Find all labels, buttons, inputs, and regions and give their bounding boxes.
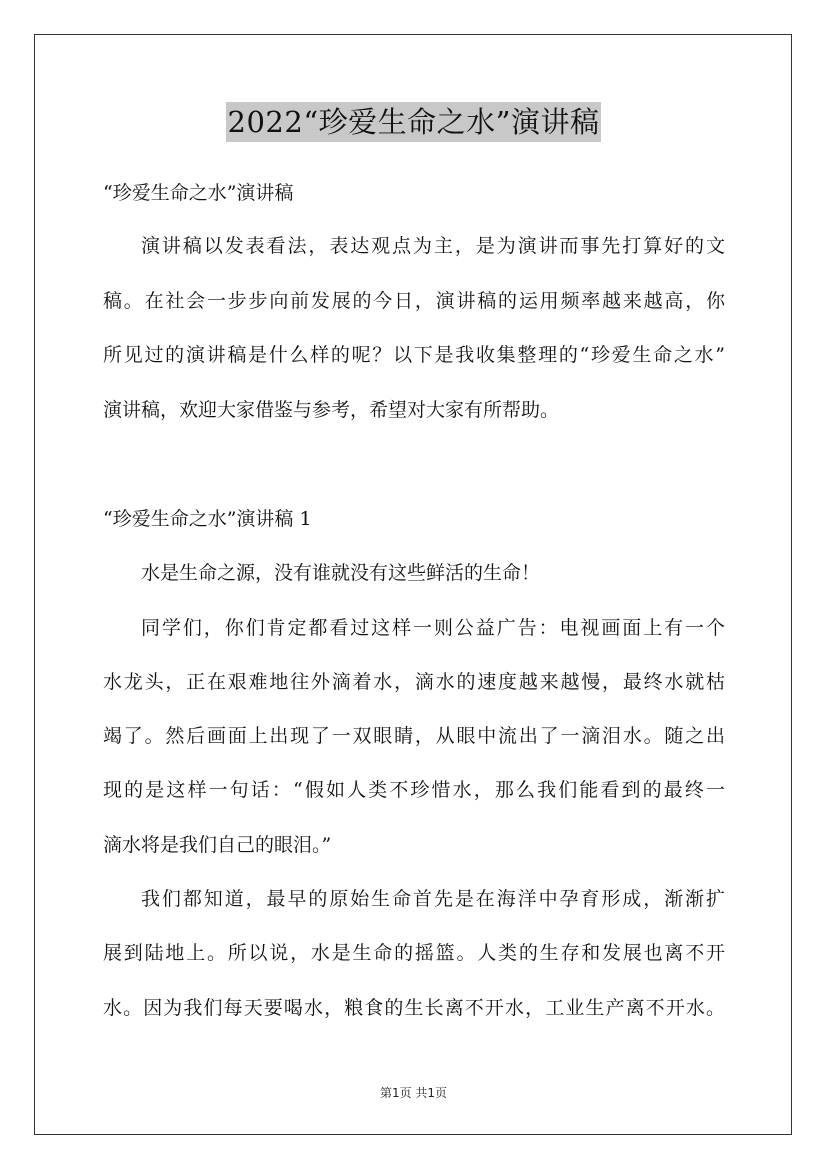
- paragraph-2-line-4: 现的是这样一句话：“假如人类不珍惜水，那么我们能看到的最终一: [103, 779, 725, 801]
- paragraph-2-line-3: 竭了。然后画面上出现了一双眼睛，从眼中流出了一滴泪水。随之出: [103, 725, 725, 747]
- paragraph-2-line-5: 滴水将是我们自己的眼泪。”: [103, 834, 332, 856]
- title-container: [0, 102, 827, 142]
- paragraph-3-line-3: 水。因为我们每天要喝水，粮食的生长离不开水，工业生产离不开水。: [103, 997, 725, 1019]
- intro-line-2: 稿。在社会一步步向前发展的今日，演讲稿的运用频率越来越高，你: [103, 290, 725, 312]
- paragraph-1: 水是生命之源，没有谁就没有这些鲜活的生命！: [141, 562, 541, 584]
- document-title: 2022“珍爱生命之水”演讲稿: [226, 102, 602, 142]
- paragraph-2-line-2: 水龙头，正在艰难地往外滴着水，滴水的速度越来越慢，最终水就枯: [103, 671, 725, 693]
- page-number: 第1页 共1页: [379, 1086, 448, 1100]
- subtitle: “珍爱生命之水”演讲稿: [103, 182, 294, 204]
- paragraph-3-line-1: 我们都知道，最早的原始生命首先是在海洋中孕育形成，渐渐扩: [141, 888, 725, 910]
- paragraph-2-line-1: 同学们，你们肯定都看过这样一则公益广告：电视画面上有一个: [141, 617, 725, 639]
- section-title: “珍爱生命之水”演讲稿 1: [103, 508, 312, 530]
- intro-line-1: 演讲稿以发表看法，表达观点为主，是为演讲而事先打算好的文: [141, 235, 725, 257]
- intro-line-3: 所见过的演讲稿是什么样的呢？以下是我收集整理的“珍爱生命之水”: [103, 344, 725, 366]
- paragraph-3-line-2: 展到陆地上。所以说，水是生命的摇篮。人类的生存和发展也离不开: [103, 942, 725, 964]
- intro-line-4: 演讲稿，欢迎大家借鉴与参考，希望对大家有所帮助。: [103, 399, 560, 421]
